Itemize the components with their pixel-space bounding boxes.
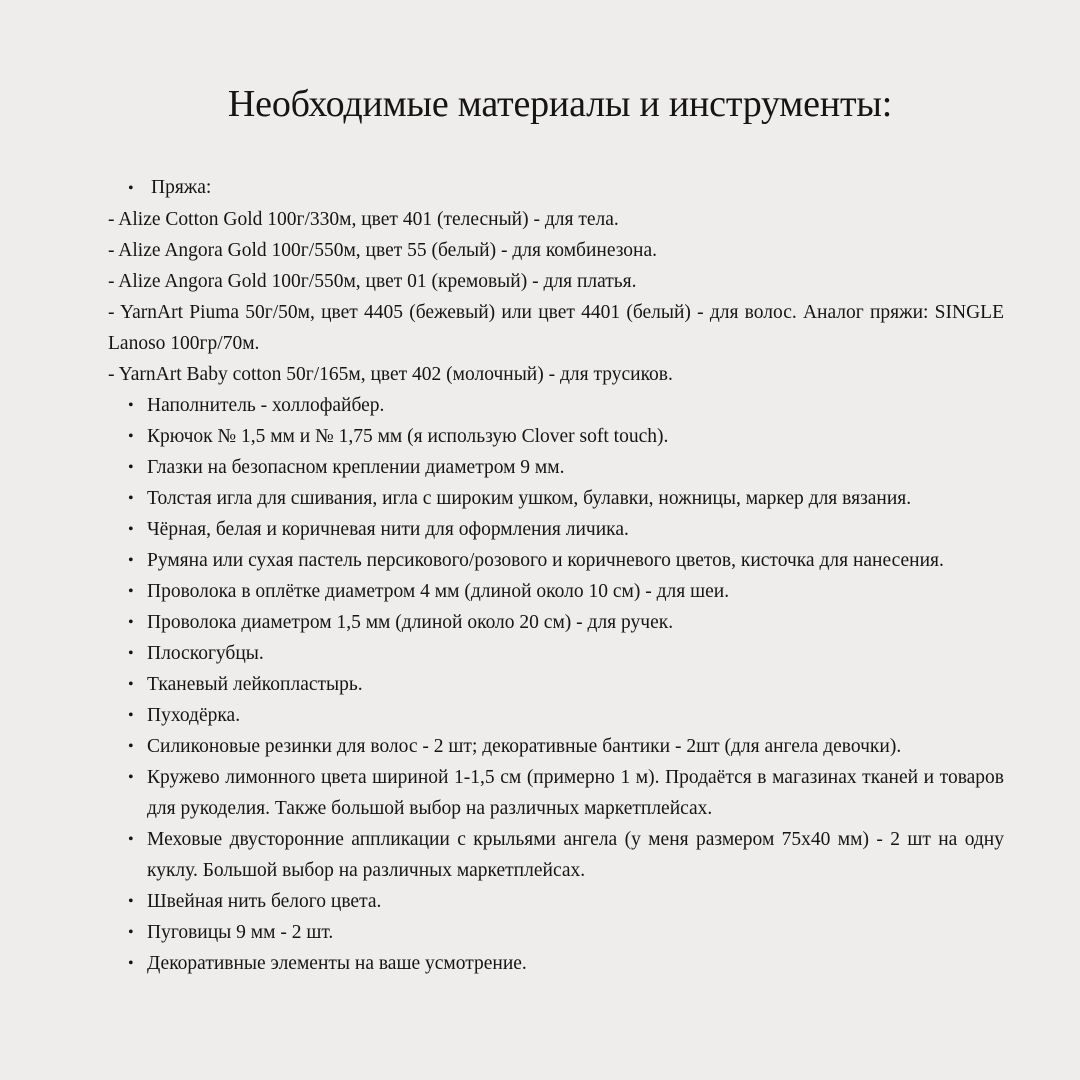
bullet-icon: • <box>128 893 134 910</box>
bullet-icon: • <box>128 676 134 693</box>
list-item-text: Глазки на безопасном креплении диаметром 9 мм. <box>147 457 565 478</box>
bullet-icon: • <box>128 614 134 631</box>
yarn-line: - Alize Angora Gold 100г/550м, цвет 55 (белый) - для комбинезона. <box>108 240 658 261</box>
page-title: Необходимые материалы и инструменты: <box>227 83 893 125</box>
list-item <box>108 886 1004 917</box>
bullet-icon: • <box>128 707 134 724</box>
bullet-icon: • <box>128 738 134 755</box>
bullet-icon: • <box>128 180 134 197</box>
list-item-text: Крючок № 1,5 мм и № 1,75 мм (я использую Clover soft touch). <box>147 426 669 447</box>
bullet-icon: • <box>128 428 134 445</box>
list-item <box>108 607 1004 638</box>
list-item <box>108 576 1004 607</box>
list-item-text: Меховые двусторонние аппликации с крыльями ангела (у меня размером 75х40 мм) - 2 шт на одну куклу. Большой выбор на различных маркетплейсах. <box>147 829 1004 881</box>
list-item-text: Силиконовые резинки для волос - 2 шт; декоративные бантики - 2шт (для ангела девочки). <box>147 736 902 757</box>
bullet-icon: • <box>128 955 134 972</box>
bullet-icon: • <box>128 521 134 538</box>
list-item-text: Плоскогубцы. <box>147 643 264 664</box>
list-item-text: Кружево лимонного цвета шириной 1-1,5 см (примерно 1 м). Продаётся в магазинах тканей и товаров для рукоделия. Также большой выбор на различных маркетплейсах. <box>147 767 1004 819</box>
bullet-icon: • <box>128 924 134 941</box>
bullet-icon: • <box>128 831 134 848</box>
list-item <box>108 483 1004 514</box>
list-item-text: Толстая игла для сшивания, игла с широким ушком, булавки, ножницы, маркер для вязания. <box>147 488 912 509</box>
list-item-text: Румяна или сухая пастель персикового/розового и коричневого цветов, кисточка для нанесения. <box>147 550 944 571</box>
materials-list <box>108 172 1004 979</box>
bullet-icon: • <box>128 645 134 662</box>
bullet-icon: • <box>128 397 134 414</box>
list-item-text: Наполнитель - холлофайбер. <box>147 395 385 416</box>
list-item-text: Чёрная, белая и коричневая нити для оформления личика. <box>147 519 629 540</box>
bullet-icon: • <box>128 552 134 569</box>
yarn-header-label: Пряжа: <box>151 177 212 198</box>
yarn-line: - Alize Angora Gold 100г/550м, цвет 01 (кремовый) - для платья. <box>108 271 637 292</box>
list-item <box>108 917 1004 948</box>
list-item-text: Проволока диаметром 1,5 мм (длиной около 20 см) - для ручек. <box>147 612 674 633</box>
materials-bullet-list <box>108 390 1004 979</box>
bullet-icon: • <box>128 459 134 476</box>
yarn-line: - Alize Cotton Gold 100г/330м, цвет 401 (телесный) - для тела. <box>108 209 619 230</box>
list-item <box>108 545 1004 576</box>
list-item-text: Тканевый лейкопластырь. <box>147 674 363 695</box>
list-item <box>108 390 1004 421</box>
list-item-text: Проволока в оплётке диаметром 4 мм (длиной около 10 см) - для шеи. <box>147 581 730 602</box>
bullet-icon: • <box>128 769 134 786</box>
yarn-line: - YarnArt Baby cotton 50г/165м, цвет 402 (молочный) - для трусиков. <box>108 364 673 385</box>
list-item <box>108 452 1004 483</box>
list-item <box>108 638 1004 669</box>
yarn-line: - YarnArt Piuma 50г/50м, цвет 4405 (бежевый) или цвет 4401 (белый) - для волос. Аналог пряжи: SINGLE Lanoso 100гр/70м. <box>108 302 1004 354</box>
bullet-icon: • <box>128 583 134 600</box>
list-item <box>108 700 1004 731</box>
list-item-text: Швейная нить белого цвета. <box>147 891 382 912</box>
bullet-icon: • <box>128 490 134 507</box>
list-item <box>108 514 1004 545</box>
list-item <box>108 731 1004 762</box>
list-item <box>108 669 1004 700</box>
list-item-text: Декоративные элементы на ваше усмотрение. <box>147 953 527 974</box>
list-item <box>108 762 1004 824</box>
list-item <box>108 421 1004 452</box>
list-item-text: Пуговицы 9 мм - 2 шт. <box>147 922 334 943</box>
list-item <box>108 824 1004 886</box>
list-item <box>108 948 1004 979</box>
yarn-section-header <box>108 172 1004 204</box>
list-item-text: Пуходёрка. <box>147 705 241 726</box>
